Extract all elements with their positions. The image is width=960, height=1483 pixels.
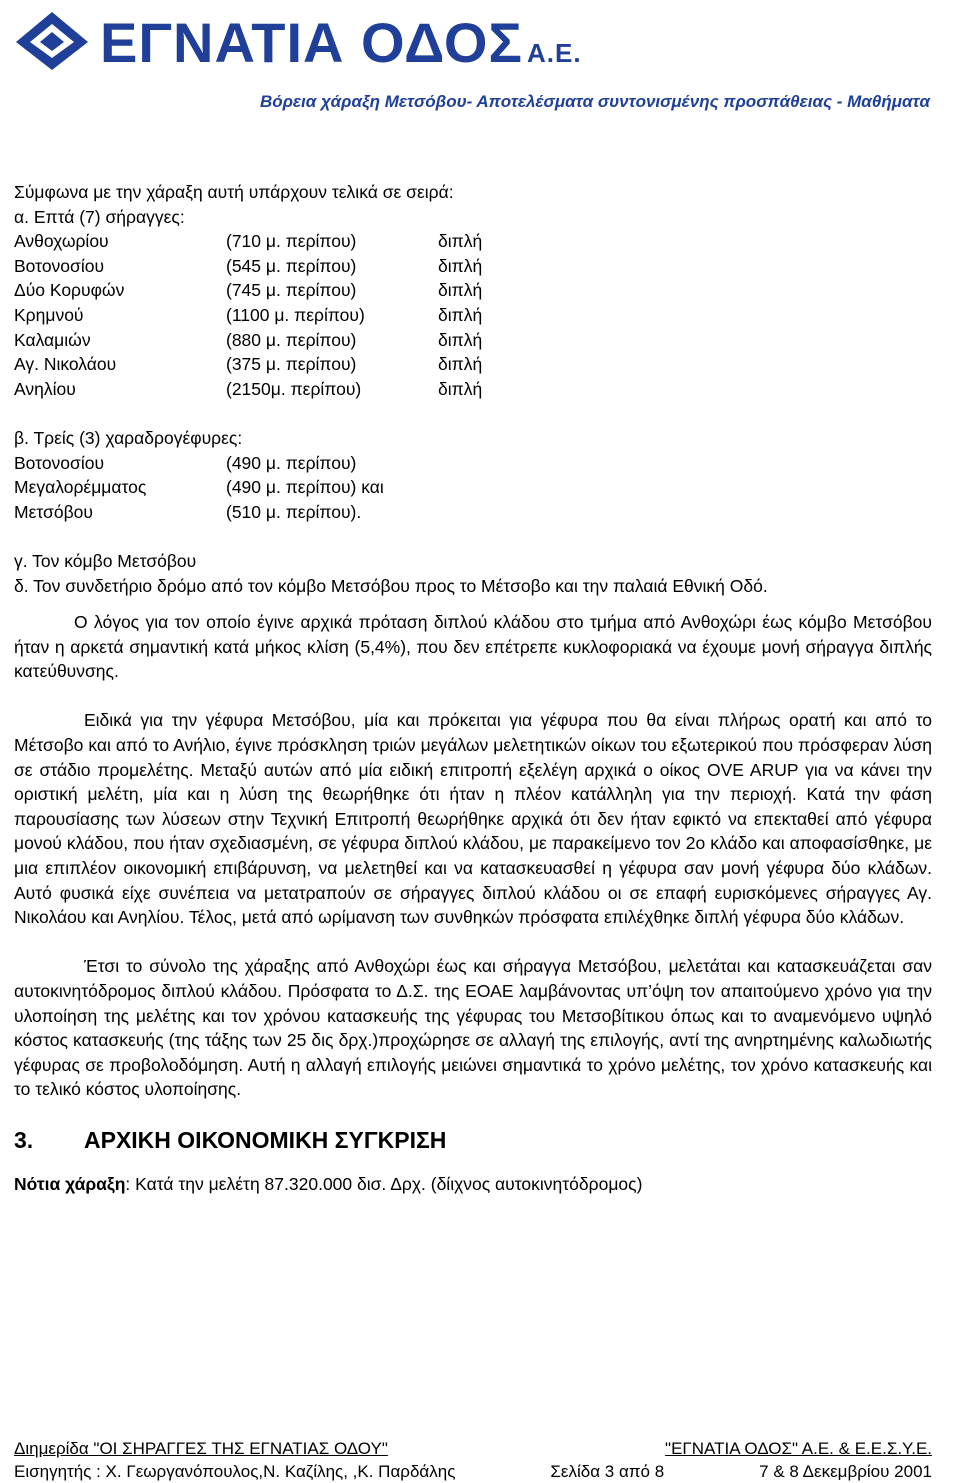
footer-event: Διημερίδα "ΟΙ ΣΗΡΑΓΓΕΣ ΤΗΣ ΕΓΝΑΤΙΑΣ ΟΔΟΥ"	[14, 1439, 388, 1458]
tunnel-length: (2150μ. περίπου)	[226, 378, 362, 399]
tunnel-length: (375 μ. περίπου)	[226, 354, 357, 375]
bridge-row	[14, 451, 932, 476]
footer-row-2	[14, 1460, 932, 1483]
spacer	[14, 684, 932, 709]
bridge-name: Μεγαλορέμματος	[14, 477, 147, 498]
tunnel-type: διπλή	[438, 255, 483, 276]
tunnel-type: διπλή	[438, 329, 483, 350]
tunnel-row	[14, 328, 932, 353]
tunnel-row	[14, 254, 932, 279]
tunnel-row	[14, 229, 932, 254]
bridge-length: (510 μ. περίπου).	[226, 501, 362, 522]
logo-wordmark	[100, 10, 582, 75]
spacer	[14, 1102, 932, 1120]
south-route-line	[14, 1172, 932, 1197]
tunnel-name: Δύο Κορυφών	[14, 280, 125, 301]
logo-text: ΕΓΝΑΤΙΑ ΟΔΟΣ	[100, 11, 523, 74]
spacer	[14, 930, 932, 955]
item-d: δ. Τον συνδετήριο δρόμο από τον κόμβο Μετσόβου προς το Μέτσοβο και την παλαιά Εθνική Οδό.	[14, 575, 768, 596]
tunnel-type: διπλή	[438, 304, 483, 325]
bridge-length: (490 μ. περίπου) και	[226, 477, 384, 498]
spacer	[14, 1160, 932, 1172]
tunnel-name: Ανηλίου	[14, 378, 76, 399]
tunnels-list	[14, 229, 932, 401]
bridges-list	[14, 451, 932, 525]
spacer	[14, 598, 932, 610]
tunnel-row	[14, 352, 932, 377]
tunnel-row	[14, 377, 932, 402]
tunnel-row	[14, 278, 932, 303]
footer-organizers: "ΕΓΝΑΤΙΑ ΟΔΟΣ" Α.Ε. & Ε.Ε.Σ.Υ.Ε.	[665, 1439, 932, 1458]
document-body	[14, 180, 932, 1197]
tunnels-heading: α. Επτά (7) σήραγγες:	[14, 206, 185, 227]
footer-speakers: Εισηγητής : Χ. Γεωργανόπουλος,Ν. Καζίλης, ,Κ. Παρδάλης	[14, 1462, 456, 1481]
spacer	[14, 524, 932, 549]
bridge-name: Μετσόβου	[14, 501, 93, 522]
footer-row-1	[14, 1437, 932, 1460]
tunnel-length: (710 μ. περίπου)	[226, 231, 357, 252]
paragraph-3: Έτσι το σύνολο της χάραξης από Ανθοχώρι έως και σήραγγα Μετσόβου, μελετάται και κατασκευάζεται σαν αυτοκινητόδρομος διπλού κλάδου. Πρόσφατα το Δ.Σ. της ΕΟΑΕ λαμβάνοντας υπ’όψη τον απαιτούμενο χρόνο για την υλοποίηση της μελέτης και τον χρόνου κατασκευής της γέφυρας του Μετσοβίτικου όπως και το αναμενόμενο υψηλό κόστος κατασκευής (της τάξης των 25 δις δρχ.)προχώρησε σε αλλαγή της επιλογής, αντί της ανηρτημένης καλωδιωτής γέφυρας σε προβολοδόμηση. Αυτή η αλλαγή επιλογής μειώνει σημαντικά το χρόνο μελέτης, τον χρόνο κατασκευής και το τελικό κόστος υλοποίησης.	[14, 956, 932, 1100]
tunnel-type: διπλή	[438, 378, 483, 399]
tunnel-type: διπλή	[438, 354, 483, 375]
logo-emblem-icon	[12, 8, 92, 74]
section-title: ΑΡΧΙΚΗ ΟΙΚΟΝΟΜΙΚΗ ΣΥΓΚΡΙΣΗ	[84, 1126, 447, 1153]
intro-text: Σύμφωνα με την χάραξη αυτή υπάρχουν τελικά σε σειρά:	[14, 182, 454, 202]
page-footer	[14, 1437, 932, 1483]
tunnel-name: Κρημνού	[14, 304, 84, 325]
spacer	[14, 401, 932, 426]
section-heading	[14, 1120, 932, 1160]
tunnel-length: (545 μ. περίπου)	[226, 255, 357, 276]
company-logo	[12, 8, 652, 74]
paragraph-1: Ο λόγος για τον οποίο έγινε αρχικά πρόταση διπλού κλάδου στο τμήμα από Ανθοχώρι έως κόμβο Μετσόβου ήταν η αρκετά σημαντική κατά μήκος κλίση (5,4%), που δεν επέτρεπε κυκλοφοριακά να έχουμε μονή σήραγγα διπλής κατεύθυνσης.	[14, 612, 932, 682]
bridge-name: Βοτονοσίου	[14, 452, 105, 473]
item-g: γ. Τον κόμβο Μετσόβου	[14, 550, 197, 571]
page-header-title: Βόρεια χάραξη Μετσόβου- Αποτελέσματα συντονισμένης προσπάθειας - Μαθήματα	[259, 92, 930, 111]
tunnel-name: Ανθοχωρίου	[14, 231, 109, 252]
bridge-row	[14, 500, 932, 525]
bridges-heading: β. Τρείς (3) χαραδρογέφυρες:	[14, 427, 243, 448]
bridge-row	[14, 475, 932, 500]
tunnel-length: (880 μ. περίπου)	[226, 329, 357, 350]
tunnel-type: διπλή	[438, 231, 483, 252]
tunnel-row	[14, 303, 932, 328]
bridge-length: (490 μ. περίπου)	[226, 452, 357, 473]
tunnel-type: διπλή	[438, 280, 483, 301]
footer-page-number: Σελίδα 3 από 8	[550, 1462, 665, 1481]
tunnel-name: Βοτονοσίου	[14, 255, 105, 276]
logo-suffix: Α.Ε.	[526, 38, 582, 68]
tunnel-length: (745 μ. περίπου)	[226, 280, 357, 301]
south-route-text: : Κατά την μελέτη 87.320.000 δισ. Δρχ. (δίιχνος αυτοκινητόδρομος)	[125, 1173, 643, 1194]
south-route-label: Νότια χάραξη	[14, 1173, 126, 1194]
tunnel-length: (1100 μ. περίπου)	[226, 304, 365, 325]
tunnel-name: Καλαμιών	[14, 329, 91, 350]
section-number: 3.	[14, 1126, 34, 1153]
footer-date: 7 & 8 Δεκεμβρίου 2001	[759, 1462, 932, 1481]
paragraph-2: Ειδικά για την γέφυρα Μετσόβου, μία και πρόκειται για γέφυρα που θα είναι πλήρως ορατή και από το Μέτσοβο και από το Ανήλιο, έγινε πρόσκληση τριών μεγάλων μελετητικών οίκων του εξωτερικού που πρόσφεραν λύση σε στάδιο προμελέτης. Μεταξύ αυτών από μία ειδική επιτροπή εξελέγη αρχικά ο οίκος OVE ARUP για να κάνει την οριστική μελέτη, μία και η λύση της θεωρήθηκε ότι ήταν η πλέον κατάλληλη για την περιοχή. Κατά την φάση παρουσίασης των λύσεων στην Τεχνική Επιτροπή θεωρήθηκε αρχικά ότι δεν ήταν εφικτό να επεκταθεί από γέφυρα μονού κλάδου, που ήταν σχεδιασμένη, σε γέφυρα διπλού κλάδου, με παρακείμενο τον 2ο κλάδο και αποφασίσθηκε, με μια επιπλέον οικονομική επιβάρυνση, να μελετηθεί και να κατασκευασθεί η γέφυρα σαν μονή γέφυρα δύο κλάδων. Αυτό φυσικά είχε συνέπεια να μετατραπούν σε σήραγγες διπλού κλάδου οι σε επαφή ευρισκόμενες σήραγγες Αγ. Νικολάου και Ανηλίου. Τέλος, μετά από ωρίμανση των συνθηκών πρόσφατα επιλέχθηκε διπλή γέφυρα δύο κλάδων.	[14, 710, 932, 928]
tunnel-name: Αγ. Νικολάου	[14, 354, 117, 375]
